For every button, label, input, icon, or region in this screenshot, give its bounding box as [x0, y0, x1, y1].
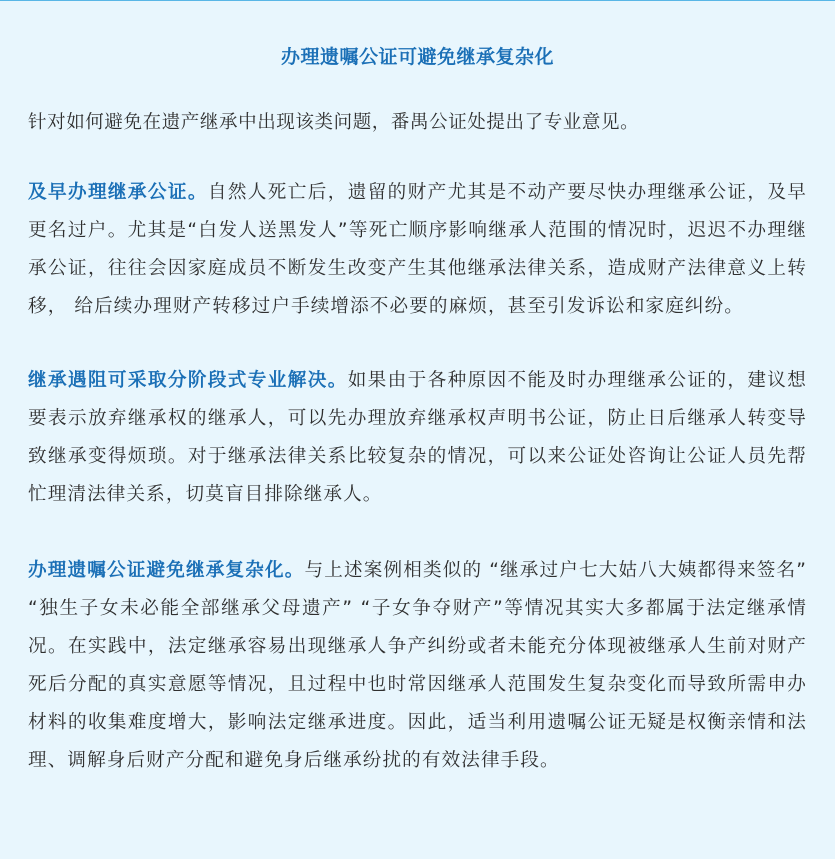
paragraph-will-notarization	[28, 552, 807, 780]
paragraph-lead: 及早办理继承公证。	[28, 182, 208, 203]
paragraph-lead: 继承遇阻可采取分阶段式专业解决。	[28, 370, 348, 391]
intro-paragraph: 针对如何避免在遗产继承中出现该类问题，番禺公证处提出了专业意见。	[28, 112, 640, 133]
paragraph-body: 与上述案例相类似的 “继承过户七大姑八大姨都得来签名” “独生子女未必能全部继承父母遗产” “子女争夺财产”等情况其实大多都属于法定继承情况。在实践中，法定继承容易出现继承人争产纠纷或者未能充分体现被继承人生前对财产死后分配的真实意愿等情况，且过程中也时常因继承人范围发生复杂变化而导致所需申办材料的收集难度增大，影响法定继承进度。因此，适当利用遗嘱公证无疑是权衡亲情和法理、调解身后财产分配和避免身后继承纷扰的有效法律手段。	[28, 560, 807, 771]
paragraph-body: 自然人死亡后，遗留的财产尤其是不动产要尽快办理继承公证，及早更名过户。尤其是“白发人送黑发人”等死亡顺序影响继承人范围的情况时，迟迟不办理继承公证，往往会因家庭成员不断发生改变产生其他继承法律关系，造成财产法律意义上转移， 给后续办理财产转移过户手续增添不必要的麻烦，甚至引发诉讼和家庭纠纷。	[28, 182, 807, 317]
paragraph-early-notarization	[28, 174, 807, 326]
paragraph-body: 如果由于各种原因不能及时办理继承公证的，建议想要表示放弃继承权的继承人，可以先办理放弃继承权声明书公证，防止日后继承人转变导致继承变得烦琐。对于继承法律关系比较复杂的情况，可以来公证处咨询让公证人员先帮忙理清法律关系，切莫盲目排除继承人。	[28, 370, 807, 505]
paragraph-lead: 办理遗嘱公证避免继承复杂化。	[28, 560, 305, 581]
article-title: 办理遗嘱公证可避免继承复杂化	[280, 46, 554, 68]
paragraph-staged-solution	[28, 362, 807, 514]
